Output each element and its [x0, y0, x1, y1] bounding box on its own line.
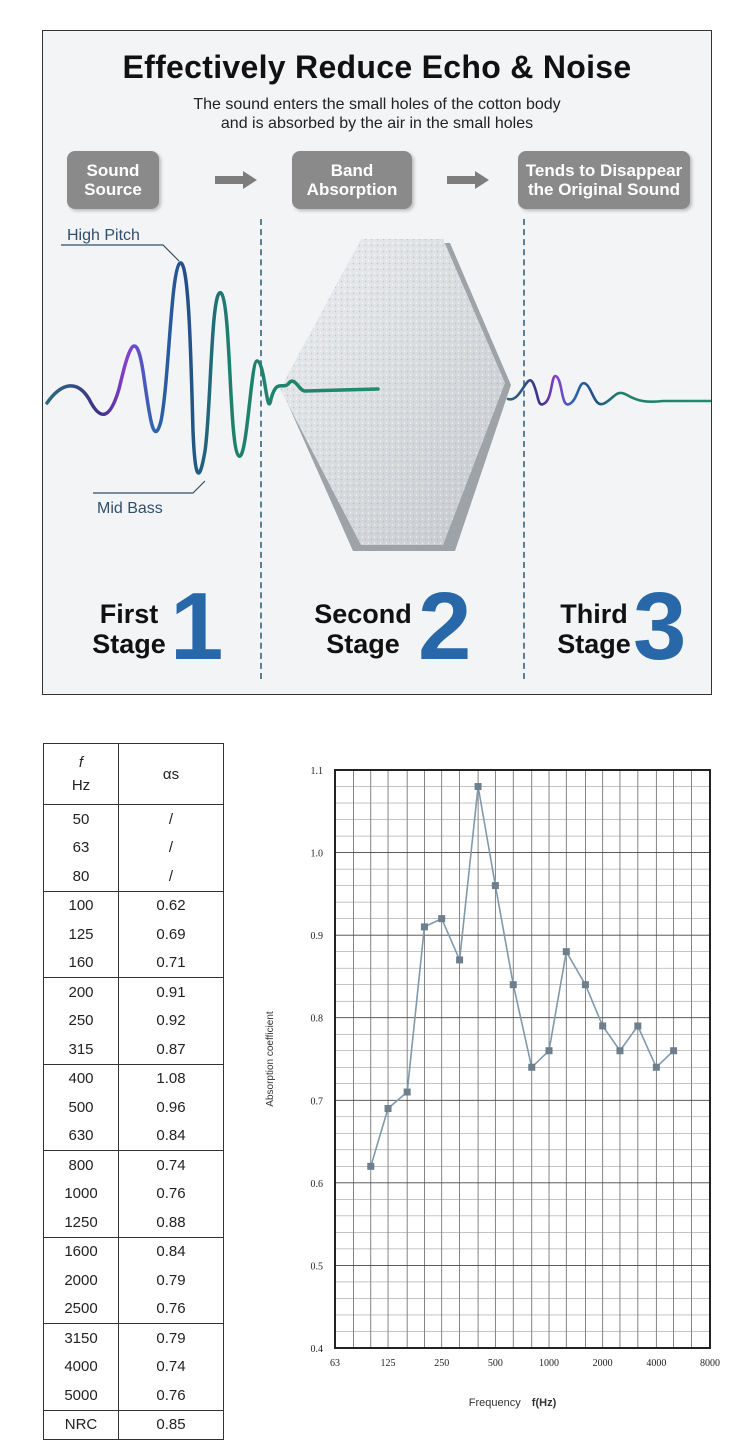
- header-frequency-cell: [44, 744, 119, 805]
- chart-grid: [335, 770, 710, 1348]
- frequency-cell: 200: [44, 978, 119, 1007]
- frequency-cell: 1250: [44, 1208, 119, 1237]
- x-tick-label: 63: [330, 1358, 340, 1369]
- table-row: [44, 920, 224, 949]
- frequency-cell: 500: [44, 1093, 119, 1122]
- alpha-cell: 0.91: [119, 978, 224, 1007]
- table-row: [44, 1237, 224, 1266]
- table-row: [44, 1122, 224, 1151]
- echo-noise-infographic: [42, 30, 712, 695]
- x-tick-label: 1000: [539, 1358, 560, 1369]
- frequency-cell: 630: [44, 1122, 119, 1151]
- stage-3-name: [551, 599, 637, 659]
- alpha-cell: 0.62: [119, 891, 224, 920]
- header-hz: Hz: [71, 777, 91, 794]
- y-tick-labels: [311, 766, 324, 1355]
- frequency-cell: 800: [44, 1151, 119, 1180]
- table-row: [44, 891, 224, 920]
- data-point-marker: [528, 1064, 535, 1071]
- header-f: f: [78, 754, 84, 771]
- stage-line: First: [99, 599, 159, 629]
- stage-2-number: 2: [418, 573, 472, 680]
- table-row: [44, 805, 224, 834]
- alpha-cell: 0.96: [119, 1093, 224, 1122]
- data-point-marker: [582, 981, 589, 988]
- x-tick-label: 2000: [592, 1358, 613, 1369]
- mid-bass-label: Mid Bass: [97, 500, 163, 517]
- stage-line: Stage: [92, 629, 166, 659]
- data-point-marker: [492, 882, 499, 889]
- y-tick-label: 0.9: [310, 931, 323, 943]
- data-point-marker: [367, 1163, 374, 1170]
- alpha-cell: 0.87: [119, 1035, 224, 1064]
- frequency-cell: 1000: [44, 1180, 119, 1209]
- alpha-cell: 0.71: [119, 949, 224, 978]
- table-row: [44, 1180, 224, 1209]
- table-row: [44, 834, 224, 863]
- high-pitch-label: High Pitch: [67, 227, 140, 244]
- data-point-marker: [456, 956, 463, 963]
- alpha-cell: 0.76: [119, 1295, 224, 1324]
- alpha-cell: 0.79: [119, 1324, 224, 1353]
- data-point-marker: [510, 981, 517, 988]
- data-point-marker: [670, 1047, 677, 1054]
- data-point-marker: [475, 783, 482, 790]
- alpha-cell: 0.76: [119, 1381, 224, 1410]
- step-label: Source: [84, 180, 142, 199]
- y-tick-label: 1.0: [310, 848, 323, 860]
- step-label: the Original Sound: [527, 180, 681, 199]
- y-tick-label: 1.1: [310, 766, 323, 777]
- data-point-marker: [634, 1022, 641, 1029]
- x-axis-label-unit: f(Hz): [531, 1397, 557, 1409]
- frequency-cell: 315: [44, 1035, 119, 1064]
- data-point-marker: [421, 923, 428, 930]
- stage-1-name: [89, 599, 169, 659]
- table-row: [44, 1151, 224, 1180]
- table-row: [44, 1064, 224, 1093]
- stage-2-name: [313, 599, 413, 659]
- stage-line: Second: [314, 599, 412, 629]
- alpha-cell: 0.69: [119, 920, 224, 949]
- frequency-cell: 400: [44, 1064, 119, 1093]
- frequency-cell: 100: [44, 891, 119, 920]
- table-row: [44, 1007, 224, 1036]
- stage-3-number: 3: [633, 573, 687, 680]
- header-alpha-cell: αs: [119, 744, 224, 805]
- x-tick-label: 125: [380, 1358, 396, 1369]
- stage-line: Stage: [326, 629, 400, 659]
- table-header-row: [44, 744, 224, 805]
- series-markers: [367, 783, 677, 1170]
- table-row: [44, 1035, 224, 1064]
- alpha-cell: 0.92: [119, 1007, 224, 1036]
- alpha-cell: /: [119, 834, 224, 863]
- alpha-cell: 1.08: [119, 1064, 224, 1093]
- x-axis-label-text: Frequency: [468, 1397, 521, 1409]
- step-label: Absorption: [306, 180, 398, 199]
- data-point-marker: [599, 1022, 606, 1029]
- y-tick-label: 0.5: [310, 1261, 323, 1273]
- absorption-chart: [255, 750, 735, 1410]
- table-row: [44, 1295, 224, 1324]
- table-row: [44, 1353, 224, 1382]
- data-point-marker: [653, 1064, 660, 1071]
- alpha-cell: 0.84: [119, 1122, 224, 1151]
- absorption-table: [43, 743, 224, 1440]
- data-point-marker: [438, 915, 445, 922]
- y-tick-label: 0.7: [310, 1096, 323, 1108]
- alpha-cell: /: [119, 862, 224, 891]
- frequency-cell: NRC: [44, 1410, 119, 1440]
- data-point-marker: [563, 948, 570, 955]
- data-point-marker: [404, 1089, 411, 1096]
- alpha-cell: 0.84: [119, 1237, 224, 1266]
- stage-1-number: 1: [170, 573, 224, 680]
- table-row: [44, 1093, 224, 1122]
- x-axis-label: [469, 1397, 557, 1409]
- alpha-cell: 0.79: [119, 1266, 224, 1295]
- frequency-cell: 1600: [44, 1237, 119, 1266]
- frequency-cell: 125: [44, 920, 119, 949]
- plot-frame: [335, 770, 710, 1348]
- alpha-cell: 0.85: [119, 1410, 224, 1440]
- step-label: Band: [330, 161, 374, 180]
- table-row: [44, 1324, 224, 1353]
- table-row: [44, 978, 224, 1007]
- frequency-cell: 2000: [44, 1266, 119, 1295]
- x-tick-labels: [330, 1358, 720, 1369]
- table-row: [44, 1381, 224, 1410]
- table-row: [44, 1208, 224, 1237]
- frequency-cell: 50: [44, 805, 119, 834]
- table-row: [44, 1266, 224, 1295]
- alpha-cell: /: [119, 805, 224, 834]
- frequency-cell: 2500: [44, 1295, 119, 1324]
- frequency-cell: 160: [44, 949, 119, 978]
- y-tick-label: 0.4: [310, 1344, 323, 1355]
- table-row: [44, 949, 224, 978]
- frequency-cell: 5000: [44, 1381, 119, 1410]
- frequency-cell: 63: [44, 834, 119, 863]
- table-row: [44, 862, 224, 891]
- stage-line: Third: [560, 599, 628, 629]
- y-axis-label: Absorption coefficient: [265, 1011, 276, 1107]
- y-tick-label: 0.6: [310, 1178, 323, 1190]
- x-tick-label: 8000: [700, 1358, 720, 1369]
- infographic-title: Effectively Reduce Echo & Noise: [122, 49, 632, 85]
- alpha-cell: 0.74: [119, 1151, 224, 1180]
- sound-wave-residual: [508, 376, 711, 404]
- step-label: Sound: [86, 161, 140, 180]
- x-tick-label: 4000: [646, 1358, 667, 1369]
- sound-wave-illustration: [43, 31, 712, 695]
- data-point-marker: [546, 1047, 553, 1054]
- x-tick-label: 500: [487, 1358, 503, 1369]
- table-row: [44, 1410, 224, 1440]
- alpha-cell: 0.74: [119, 1353, 224, 1382]
- subtitle-line-2: and is absorbed by the air in the small holes: [220, 115, 534, 132]
- x-tick-label: 250: [434, 1358, 450, 1369]
- y-tick-label: 0.8: [310, 1013, 323, 1025]
- frequency-cell: 250: [44, 1007, 119, 1036]
- alpha-cell: 0.76: [119, 1180, 224, 1209]
- subtitle-line-1: The sound enters the small holes of the cotton body: [193, 96, 561, 113]
- frequency-cell: 4000: [44, 1353, 119, 1382]
- absorption-series-line: [371, 787, 674, 1167]
- data-point-marker: [616, 1047, 623, 1054]
- stage-line: Stage: [557, 629, 631, 659]
- frequency-cell: 80: [44, 862, 119, 891]
- data-point-marker: [385, 1105, 392, 1112]
- frequency-cell: 3150: [44, 1324, 119, 1353]
- step-label: Tends to Disappear: [525, 161, 683, 180]
- alpha-cell: 0.88: [119, 1208, 224, 1237]
